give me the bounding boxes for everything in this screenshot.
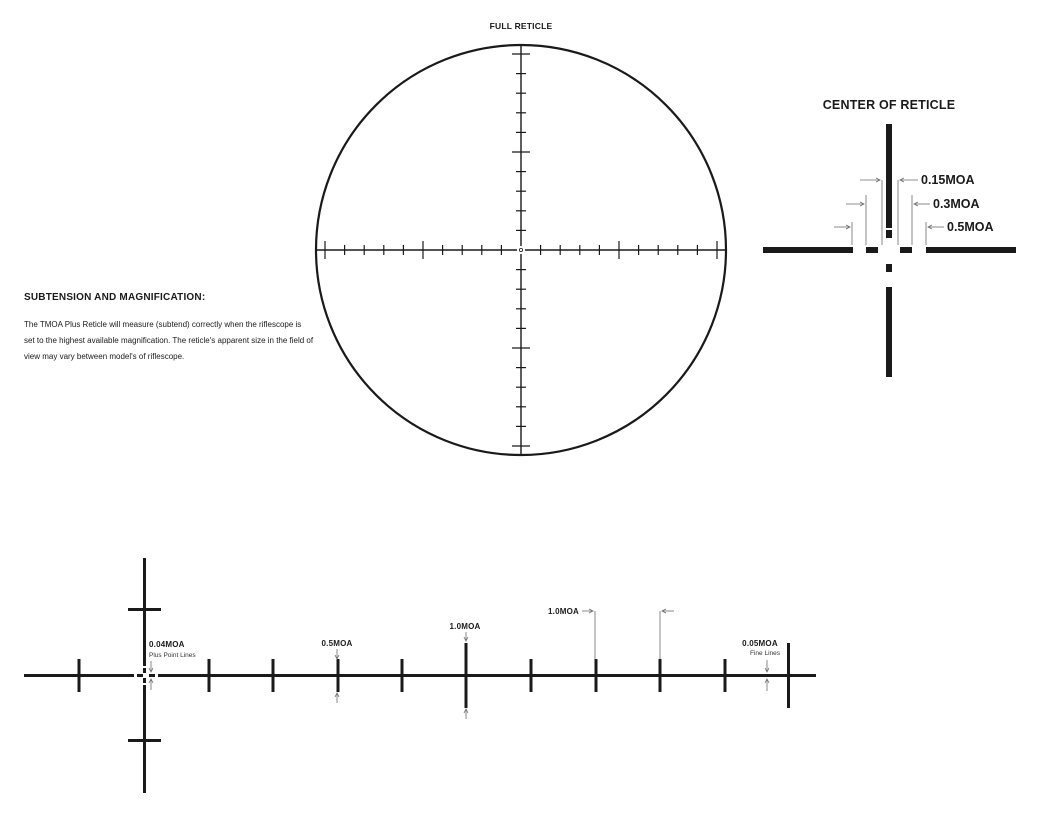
- detail-horizontal-right: [158, 674, 816, 677]
- label-fine-lines: Fine Lines: [750, 650, 780, 657]
- detail-vertical-dot-bottom: [143, 678, 146, 683]
- plus-point-right: [149, 674, 155, 677]
- detail-tick: [724, 659, 727, 692]
- label-015moa: 0.15MOA: [921, 173, 975, 187]
- subtension-section: [24, 292, 314, 365]
- detail-tick: [337, 659, 340, 692]
- detail-tick: [659, 659, 662, 692]
- full-reticle: [316, 21, 726, 455]
- center-top-dot: [886, 230, 892, 238]
- label-005moa: 0.05MOA: [742, 639, 778, 648]
- detail-crossbar-top: [128, 608, 161, 611]
- center-bottom-dot: [886, 264, 892, 272]
- reticle-detail: [24, 558, 816, 793]
- detail-tick: [78, 659, 81, 692]
- subtension-heading: SUBTENSION AND MAGNIFICATION:: [24, 292, 206, 303]
- label-half-moa: 0.5MOA: [321, 639, 353, 648]
- center-right-post: [926, 247, 1016, 253]
- label-03moa: 0.3MOA: [933, 197, 980, 211]
- detail-crossbar-bottom: [128, 739, 161, 742]
- detail-vertical-dot-top: [143, 668, 146, 673]
- label-one-moa: 1.0MOA: [449, 622, 481, 631]
- center-top-post: [886, 124, 892, 228]
- detail-tick: [401, 659, 404, 692]
- full-center-gap: [517, 246, 525, 254]
- center-of-reticle: [763, 98, 1016, 377]
- detail-tick: [530, 659, 533, 692]
- detail-tick: [595, 659, 598, 692]
- subtension-body: The TMOA Plus Reticle will measure (subtend) correctly when the riflescope is set to the highest available magnification. The reticle's apparent size in the field of view may vary between model's of riflescope.: [24, 320, 314, 361]
- detail-tick: [208, 659, 211, 692]
- center-of-reticle-title: CENTER OF RETICLE: [822, 98, 956, 112]
- detail-end-post: [787, 643, 790, 708]
- center-left-post: [763, 247, 853, 253]
- label-05moa: 0.5MOA: [947, 220, 994, 234]
- full-reticle-title: FULL RETICLE: [489, 21, 553, 31]
- detail-tick: [272, 659, 275, 692]
- center-left-dot: [866, 247, 878, 253]
- center-right-dot: [900, 247, 912, 253]
- label-plus-point-lines: Plus Point Lines: [149, 652, 196, 659]
- plus-point-left: [137, 674, 143, 677]
- label-one-moa-spacing: 1.0MOA: [548, 607, 579, 616]
- detail-tall-tick: [465, 643, 468, 708]
- center-bottom-post: [886, 287, 892, 377]
- label-004moa: 0.04MOA: [149, 640, 185, 649]
- detail-vertical-top: [143, 558, 146, 666]
